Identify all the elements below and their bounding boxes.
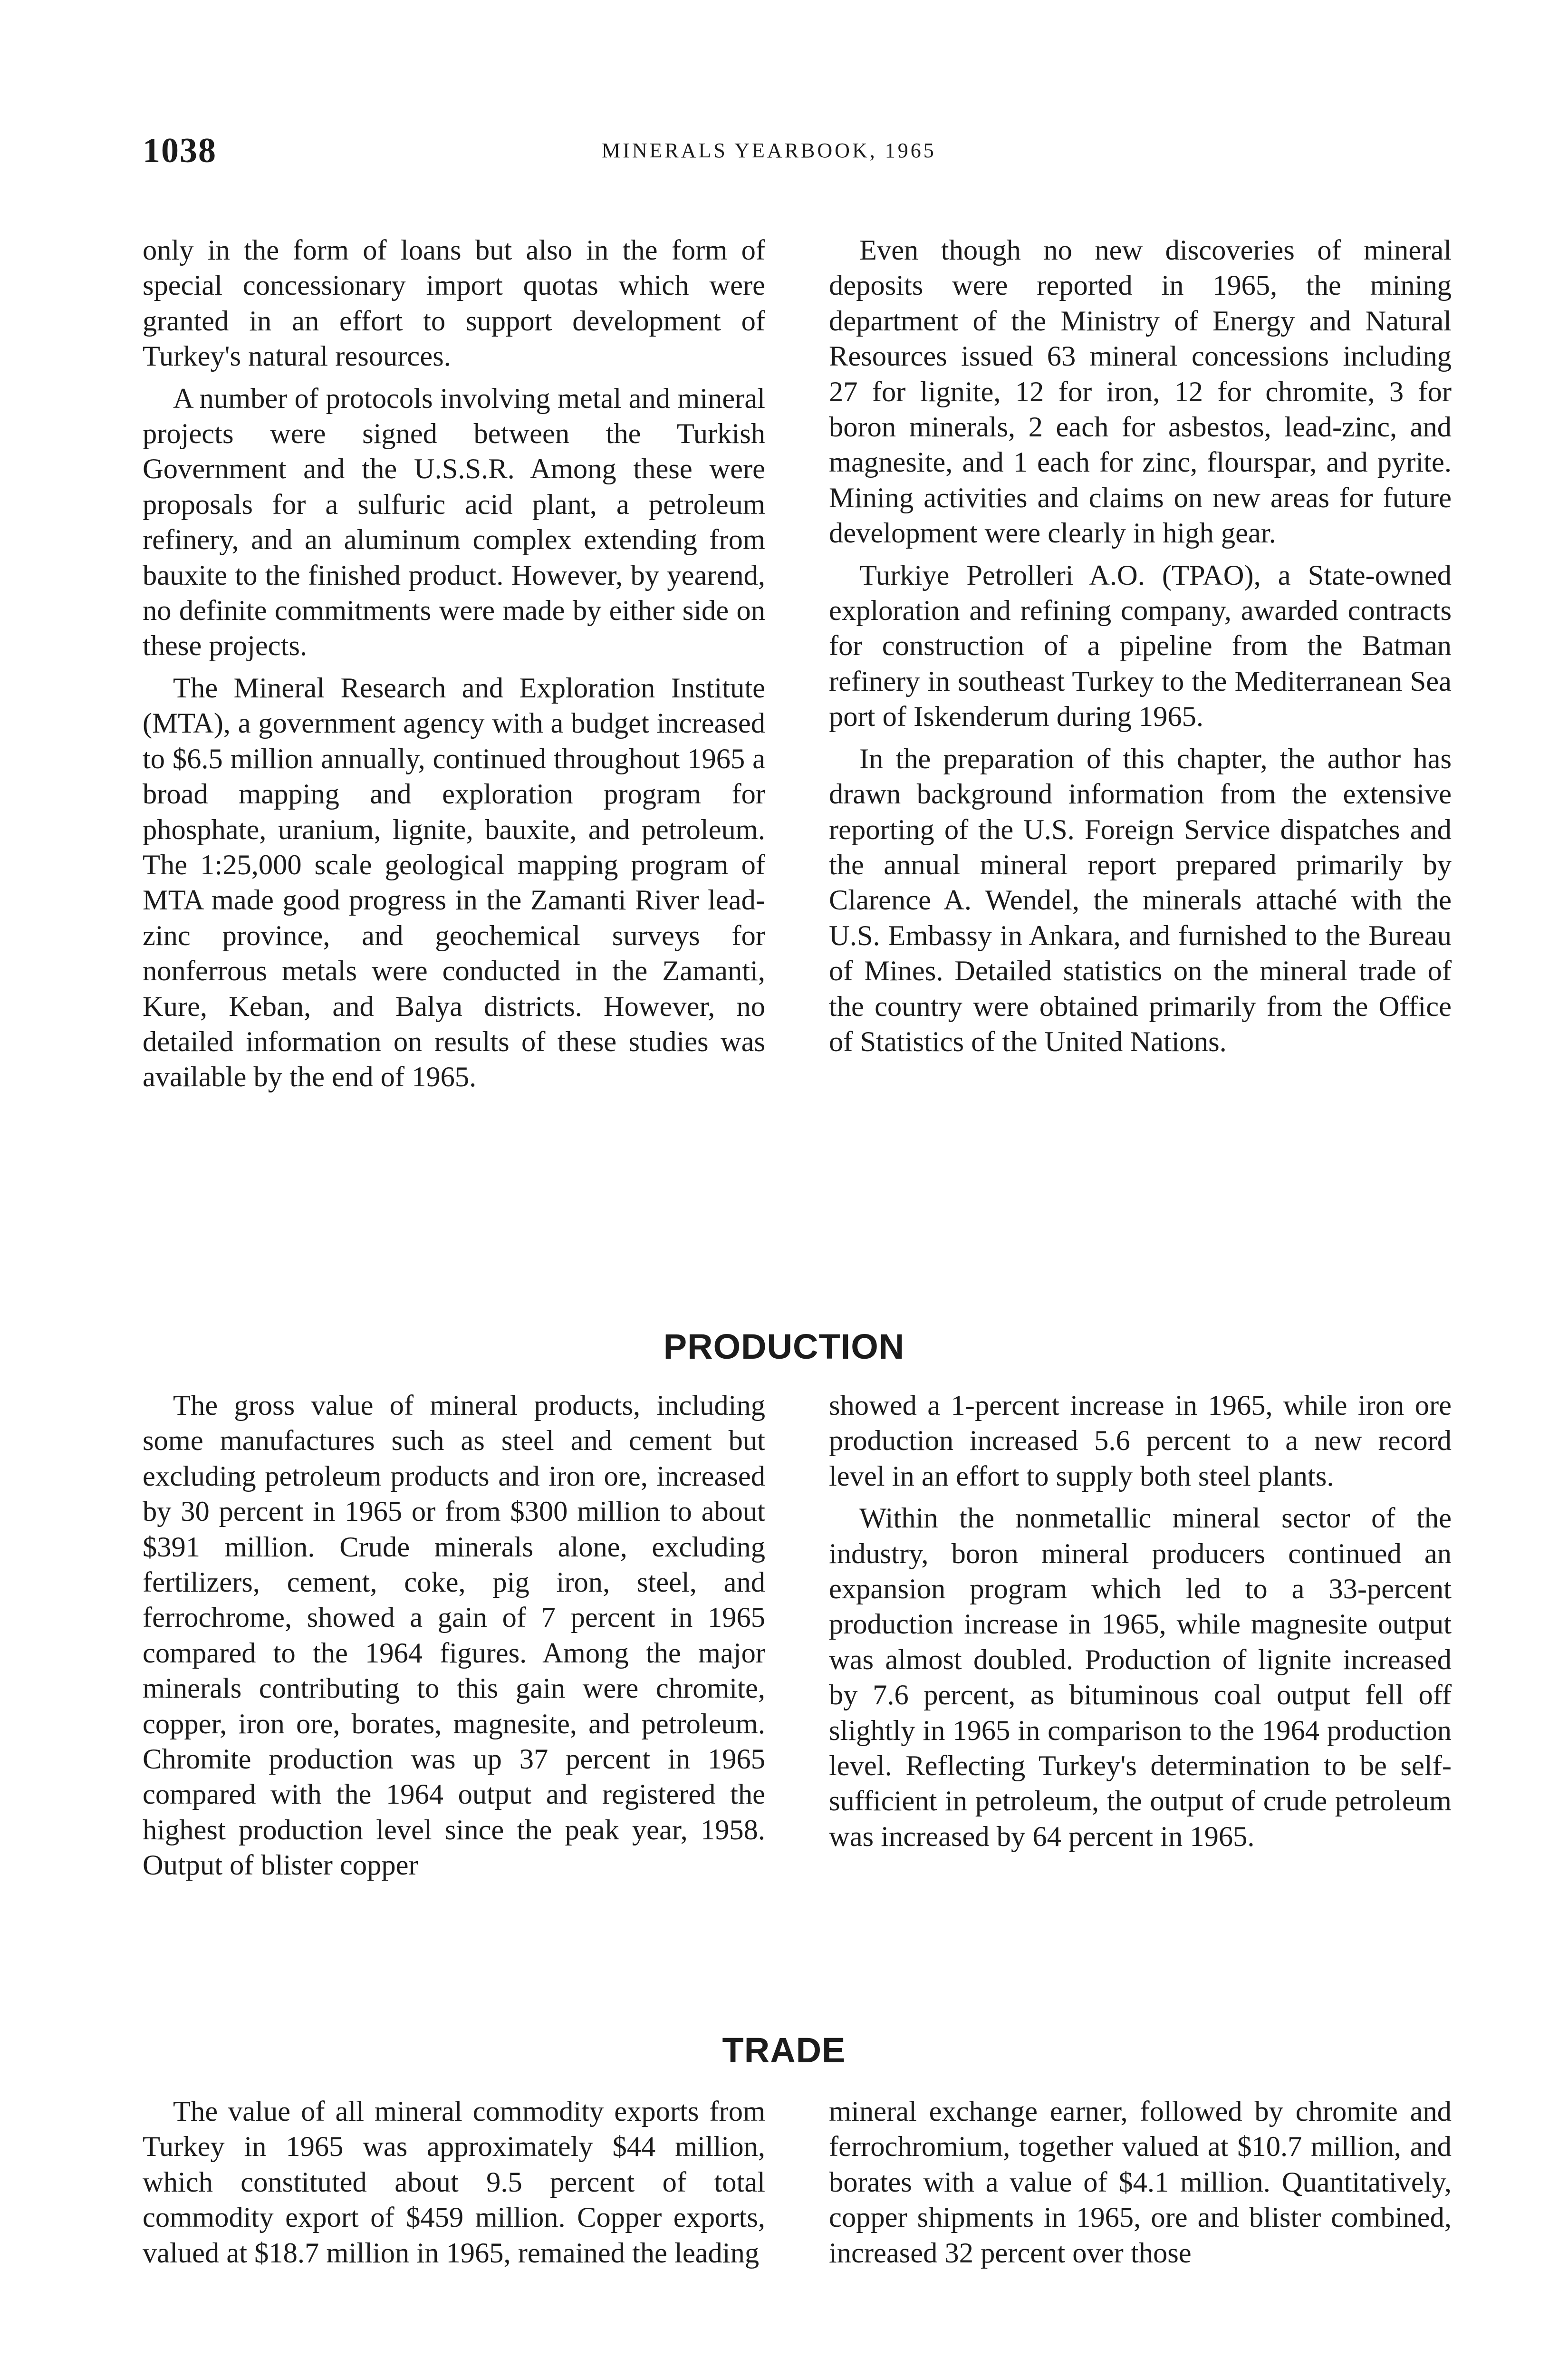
- paragraph: The gross value of mineral products, including some manufactures such as steel and cement but excluding petroleum products and iron ore, increased by 30 percent in 1965 or from $300 million to about $391 million. Crude minerals alone, excluding fertilizers, cement, coke, pig iron, steel, and ferrochrome, showed a gain of 7 percent in 1965 compared to the 1964 figures. Among the major minerals contributing to this gain were chromite, copper, iron ore, borates, magnesite, and petroleum. Chromite production was up 37 percent in 1965 compared with the 1964 output and registered the highest production level since the peak year, 1958. Output of blister copper: [143, 1390, 765, 1882]
- production-right-column: [829, 1388, 1452, 1855]
- paragraph: A number of protocols involving metal and mineral projects were signed between the Turkish Government and the U.S.S.R. Among these were proposals for a sulfuric acid plant, a petroleum refinery, and an aluminum complex extending from bauxite to the finished product. However, by yearend, no definite commitments were made by either side on these projects.: [143, 382, 765, 662]
- trade-heading: TRADE: [722, 2030, 846, 2070]
- trade-right-column: [829, 2094, 1452, 2271]
- production-heading: PRODUCTION: [663, 1327, 905, 1366]
- paragraph: only in the form of loans but also in the form of special concessionary import quotas which were granted in an effort to support development of Turkey's natural resources.: [143, 234, 765, 373]
- paragraph: Even though no new discoveries of mineral deposits were reported in 1965, the mining department of the Ministry of Energy and Natural Resources issued 63 mineral concessions including 27 for lignite, 12 for iron, 12 for chromite, 3 for boron minerals, 2 each for asbestos, lead-zinc, and magnesite, and 1 each for zinc, flourspar, and pyrite. Mining activities and claims on new areas for future development were clearly in high gear.: [829, 234, 1452, 550]
- paragraph: The value of all mineral commodity exports from Turkey in 1965 was approximately $44 million, which constituted about 9.5 percent of total commodity export of $459 million. Copper exports, valued at $18.7 million in 1965, remained the leading: [143, 2096, 765, 2269]
- paragraph: mineral exchange earner, followed by chromite and ferrochromium, together valued at $10.7 million, and borates with a value of $4.1 million. Quantitatively, copper shipments in 1965, ore and blister combined, increased 32 percent over those: [829, 2096, 1452, 2269]
- intro-right-column: [829, 233, 1452, 1060]
- intro-left-column: [143, 233, 765, 1095]
- paragraph: The Mineral Research and Exploration Institute (MTA), a government agency with a budget increased to $6.5 million annually, continued throughout 1965 a broad mapping and exploration program for phosphate, uranium, lignite, bauxite, and petroleum. The 1:25,000 scale geological mapping program of MTA made good progress in the Zamanti River lead-zinc province, and geochemical surveys for nonferrous metals were conducted in the Zamanti, Kure, Keban, and Balya districts. However, no detailed information on results of these studies was available by the end of 1965.: [143, 672, 765, 1093]
- paragraph: Turkiye Petrolleri A.O. (TPAO), a State-owned exploration and refining company, awarded contracts for construction of a pipeline from the Batman refinery in southeast Turkey to the Mediterranean Sea port of Iskenderum during 1965.: [829, 559, 1452, 733]
- trade-left-column: [143, 2094, 765, 2271]
- page-number: 1038: [143, 131, 217, 170]
- paragraph: In the preparation of this chapter, the author has drawn background information from the extensive reporting of the U.S. Foreign Service dispatches and the annual mineral report prepared primarily by Clarence A. Wendel, the minerals attaché with the U.S. Embassy in Ankara, and furnished to the Bureau of Mines. Detailed statistics on the mineral trade of the country were obtained primarily from the Office of Statistics of the United Nations.: [829, 743, 1452, 1058]
- production-left-column: [143, 1388, 765, 1884]
- paragraph: Within the nonmetallic mineral sector of the industry, boron mineral producers continued an expansion program which led to a 33-percent production increase in 1965, while magnesite output was almost doubled. Production of lignite increased by 7.6 percent, as bituminous coal output fell off slightly in 1965 in comparison to the 1964 production level. Reflecting Turkey's determination to be self-sufficient in petroleum, the output of crude petroleum was increased by 64 percent in 1965.: [829, 1502, 1452, 1853]
- running-title: MINERALS YEARBOOK, 1965: [602, 139, 936, 162]
- paragraph: showed a 1-percent increase in 1965, while iron ore production increased 5.6 percent to a new record level in an effort to supply both steel plants.: [829, 1390, 1452, 1492]
- page-header: [143, 131, 1454, 169]
